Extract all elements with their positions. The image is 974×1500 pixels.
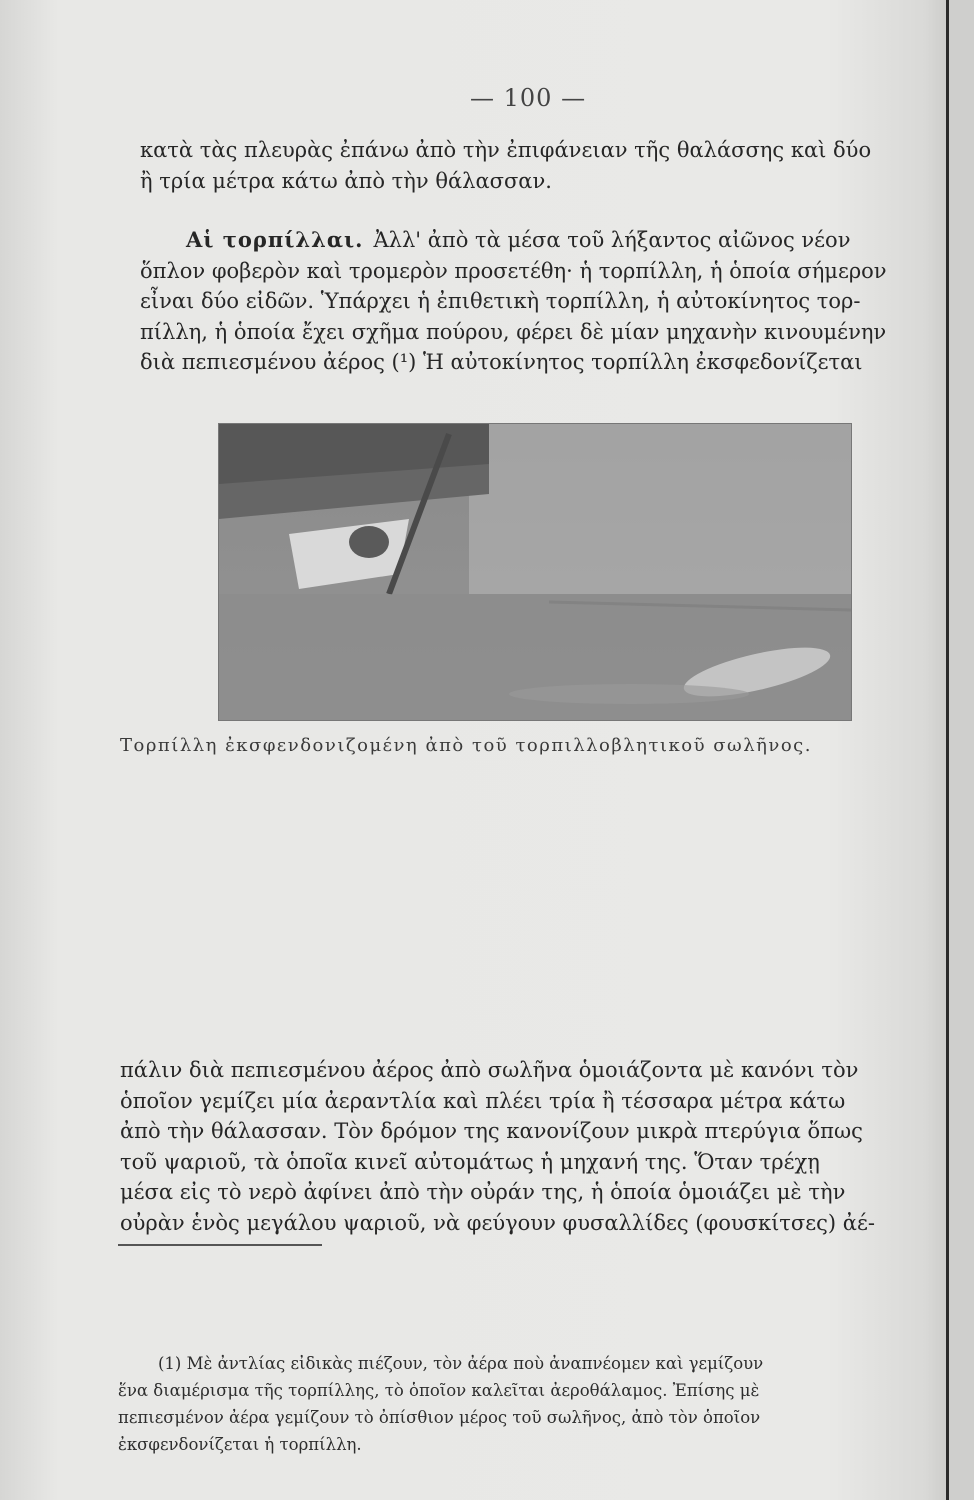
text-line: τοῦ ψαριοῦ, τὰ ὁποῖα κινεῖ αὐτομάτως ἡ μηχανή της. Ὅταν τρέχῃ: [120, 1149, 820, 1174]
text-line: διὰ πεπιεσμένου ἀέρος (¹) Ἡ αὐτοκίνητος τορπίλλη ἐκσφεδονίζεται: [140, 350, 863, 374]
section-torpedoes: [140, 225, 946, 378]
torpedo-launch-photo: [218, 423, 852, 721]
footnote-line: ἐκσφενδονίζεται ἡ τορπίλλη.: [118, 1435, 362, 1454]
text-line: Ἀλλ' ἀπὸ τὰ μέσα τοῦ λήξαντος αἰῶνος νέον: [373, 228, 851, 252]
footnote-line: ἕνα διαμέρισμα τῆς τορπίλλης, τὸ ὁποῖον καλεῖται ἀεροθάλαμος. Ἐπίσης μὲ: [118, 1381, 760, 1400]
text-line: ἀπὸ τὴν θάλασσαν. Τὸν δρόμον της κανονίζουν μικρὰ πτερύγια ὅπως: [120, 1119, 863, 1143]
text-line: πάλιν διὰ πεπιεσμένου ἀέρος ἀπὸ σωλῆνα ὁμοιάζοντα μὲ κανόνι τὸν: [120, 1058, 859, 1082]
text-line: μέσα εἰς τὸ νερὸ ἀφίνει ἀπὸ τὴν οὐράν της, ἡ ὁποία ὁμοιάζει μὲ τὴν: [120, 1180, 846, 1204]
text-line: εἶναι δύο εἰδῶν. Ὑπάρχει ἡ ἐπιθετικὴ τορπίλλη, ἡ αὐτοκίνητος τορ-: [140, 289, 861, 313]
text-line: οὐρὰν ἑνὸς μεγάλου ψαριοῦ, νὰ φεύγουν φυσαλλίδες (φουσκίτσες) ἀέ-: [120, 1210, 875, 1235]
figure-caption: Τορπίλλη ἐκσφενδονιζομένη ἀπὸ τοῦ τορπιλλοβλητικοῦ σωλῆνος.: [120, 735, 812, 756]
torpedo-photo-image: [219, 424, 851, 720]
text-line: ἢ τρία μέτρα κάτω ἀπὸ τὴν θάλασσαν.: [140, 168, 552, 193]
text-line: κατὰ τὰς πλευρὰς ἐπάνω ἀπὸ τὴν ἐπιφάνειαν τῆς θαλάσσης καὶ δύο: [140, 138, 872, 162]
adjacent-page-edge: [946, 0, 974, 1500]
footnote-line: (1) Μὲ ἀντλίας εἰδικὰς πιέζουν, τὸν ἀέρα ποὺ ἀναπνέομεν καὶ γεμίζουν: [158, 1354, 764, 1373]
section-heading: Αἱ τορπίλλαι.: [186, 227, 364, 252]
text-line: ὅπλον φοβερὸν καὶ τρομερὸν προσετέθη· ἡ τορπίλλη, ἡ ὁποία σήμερον: [140, 258, 887, 283]
footnote: [118, 1350, 946, 1458]
paragraph-top: [140, 135, 946, 196]
section-first-line: [140, 225, 946, 256]
footnote-line: πεπιεσμένον ἀέρα γεμίζουν τὸ ὀπίσθιον μέρος τοῦ σωλῆνος, ἀπὸ τὸν ὁποῖον: [118, 1408, 761, 1427]
page-number: — 100 —: [470, 84, 587, 112]
text-line: ὁποῖον γεμίζει μία ἀεραντλία καὶ πλέει τρία ἢ τέσσαρα μέτρα κάτω: [120, 1088, 846, 1113]
footnote-divider: [118, 1244, 322, 1246]
paragraph-bottom: [120, 1055, 946, 1238]
text-line: πίλλη, ἡ ὁποία ἔχει σχῆμα πούρου, φέρει δὲ μίαν μηχανὴν κινουμένην: [140, 319, 887, 344]
